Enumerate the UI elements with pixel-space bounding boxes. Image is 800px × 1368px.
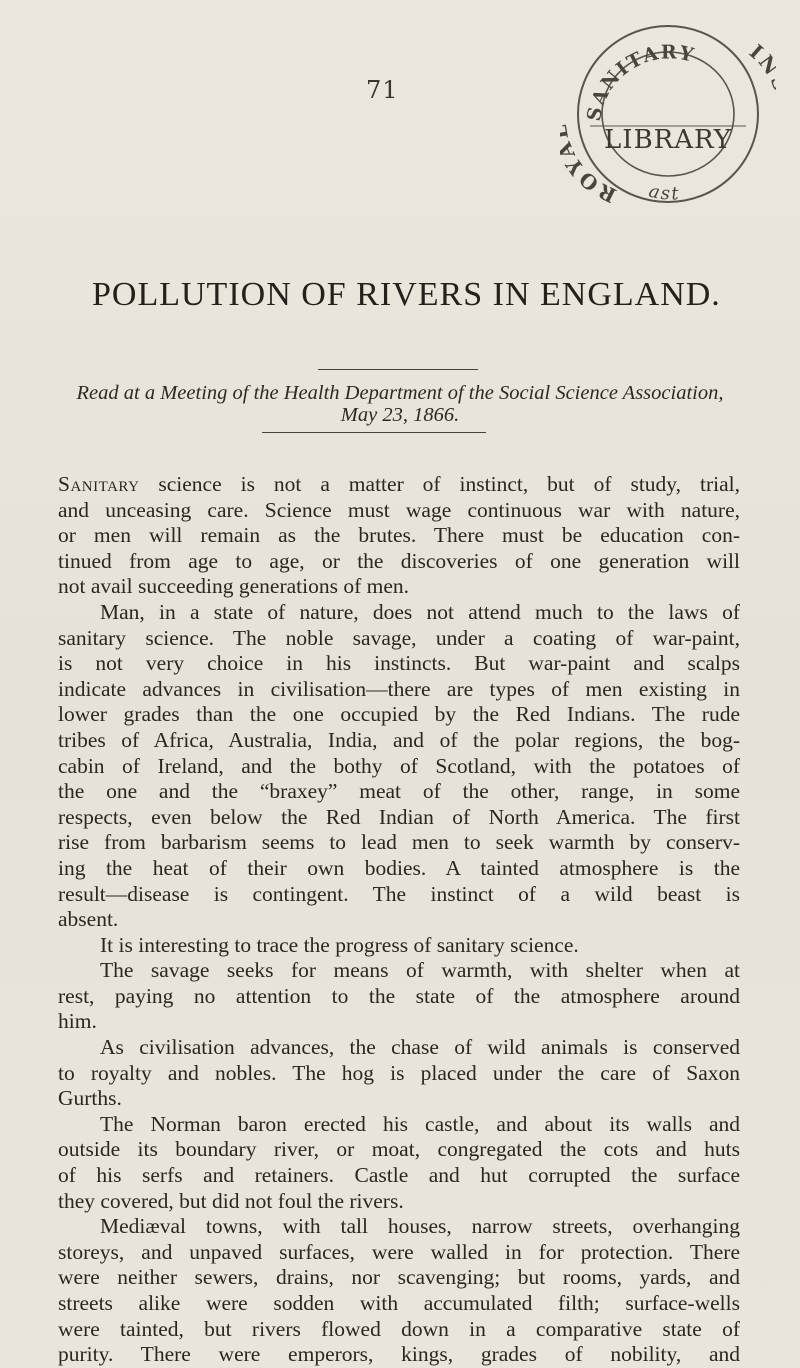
svg-text:ast	[647, 181, 681, 205]
body-line: not avail succeeding generations of men.	[58, 574, 410, 599]
page-title: POLLUTION OF RIVERS IN ENGLAND.	[92, 276, 721, 313]
body-line	[58, 472, 740, 498]
body-line: respects, even below the Red Indian of North America. The first	[58, 804, 740, 829]
body-line: outside its boundary river, or moat, congregated the cots and huts	[58, 1137, 740, 1162]
body-line: Man, in a state of nature, does not attend much to the laws of	[100, 599, 740, 624]
body-line: ing the heat of their own bodies. A tainted atmosphere is the	[58, 855, 740, 880]
body-line: is not very choice in his instincts. But war-paint and scalps	[58, 651, 740, 676]
body-line: they covered, but did not foul the rivers.	[58, 1188, 404, 1213]
library-stamp-seal	[560, 14, 776, 212]
body-line-lead: Sanitary	[58, 472, 140, 496]
body-line-text: science is not a matter of instinct, but of study, trial,	[139, 472, 740, 496]
stamp-text-top: SANITARY	[582, 41, 698, 123]
title-divider	[318, 369, 478, 370]
body-line: of his serfs and retainers. Castle and hut corrupted the surface	[58, 1163, 740, 1188]
body-line: The savage seeks for means of warmth, with shelter when at	[100, 958, 740, 983]
body-line: As civilisation advances, the chase of wild animals is conserved	[100, 1035, 740, 1060]
body-line: tinued from age to age, or the discoveries of one generation will	[58, 548, 740, 573]
subtitle-divider	[262, 432, 486, 433]
stamp-text-center: LIBRARY	[604, 125, 732, 155]
page-number: 71	[366, 76, 399, 104]
svg-text:SANITARY	[583, 41, 697, 123]
body-line: Gurths.	[58, 1086, 122, 1111]
body-line: to royalty and nobles. The hog is placed under the care of Saxon	[58, 1060, 740, 1085]
stamp-text-left: ROY	[560, 152, 620, 208]
body-line: absent.	[58, 907, 119, 932]
body-line: rise from barbarism seems to lead men to seek warmth by conserv-	[58, 830, 740, 855]
subtitle-line: Read at a Meeting of the Health Department of the Social Science Association,	[76, 382, 724, 404]
body-line: cabin of Ireland, and the bothy of Scotland, with the potatoes of	[58, 753, 740, 778]
stamp-text-bottom: ast	[646, 180, 682, 205]
body-line: the one and the “braxey” meat of the other, range, in some	[58, 779, 740, 804]
body-line: rest, paying no attention to the state of the atmosphere around	[58, 983, 740, 1008]
body-line: him.	[58, 1009, 97, 1034]
subtitle-date: May 23, 1866.	[340, 404, 460, 426]
body-line: result—disease is contingent. The instinct of a wild beast is	[58, 881, 740, 906]
subtitle	[62, 382, 738, 426]
body-line: The Norman baron erected his castle, and about its walls and	[100, 1111, 740, 1136]
body-line: It is interesting to trace the progress of sanitary science.	[100, 932, 579, 957]
body-line: purity. There were emperors, kings, grades of nobility, and	[58, 1342, 740, 1367]
body-line: lower grades than the one occupied by the Red Indians. The rude	[58, 702, 740, 727]
body-line: Mediæval towns, with tall houses, narrow streets, overhanging	[100, 1214, 740, 1239]
body-line: streets alike were sodden with accumulated filth; surface-wells	[58, 1291, 740, 1315]
stamp-text-right: I	[744, 39, 770, 66]
body-line: sanitary science. The noble savage, under a coating of war-paint,	[58, 625, 740, 650]
body-line: and unceasing care. Science must wage continuous war with nature,	[58, 497, 740, 522]
library-stamp	[560, 14, 776, 212]
body-line: indicate advances in civilisation—there are types of men existing in	[58, 676, 740, 701]
body-line: were neither sewers, drains, nor scavenging; but rooms, yards, and	[58, 1265, 740, 1290]
body-line: or men will remain as the brutes. There must be education con-	[58, 523, 740, 548]
body-line: storeys, and unpaved surfaces, were walled in for protection. There	[58, 1239, 740, 1264]
body-line: were tainted, but rivers flowed down in a comparative state of	[58, 1316, 740, 1341]
body-text	[58, 472, 740, 1368]
body-line: tribes of Africa, Australia, India, and of the polar regions, the bog-	[58, 727, 740, 752]
